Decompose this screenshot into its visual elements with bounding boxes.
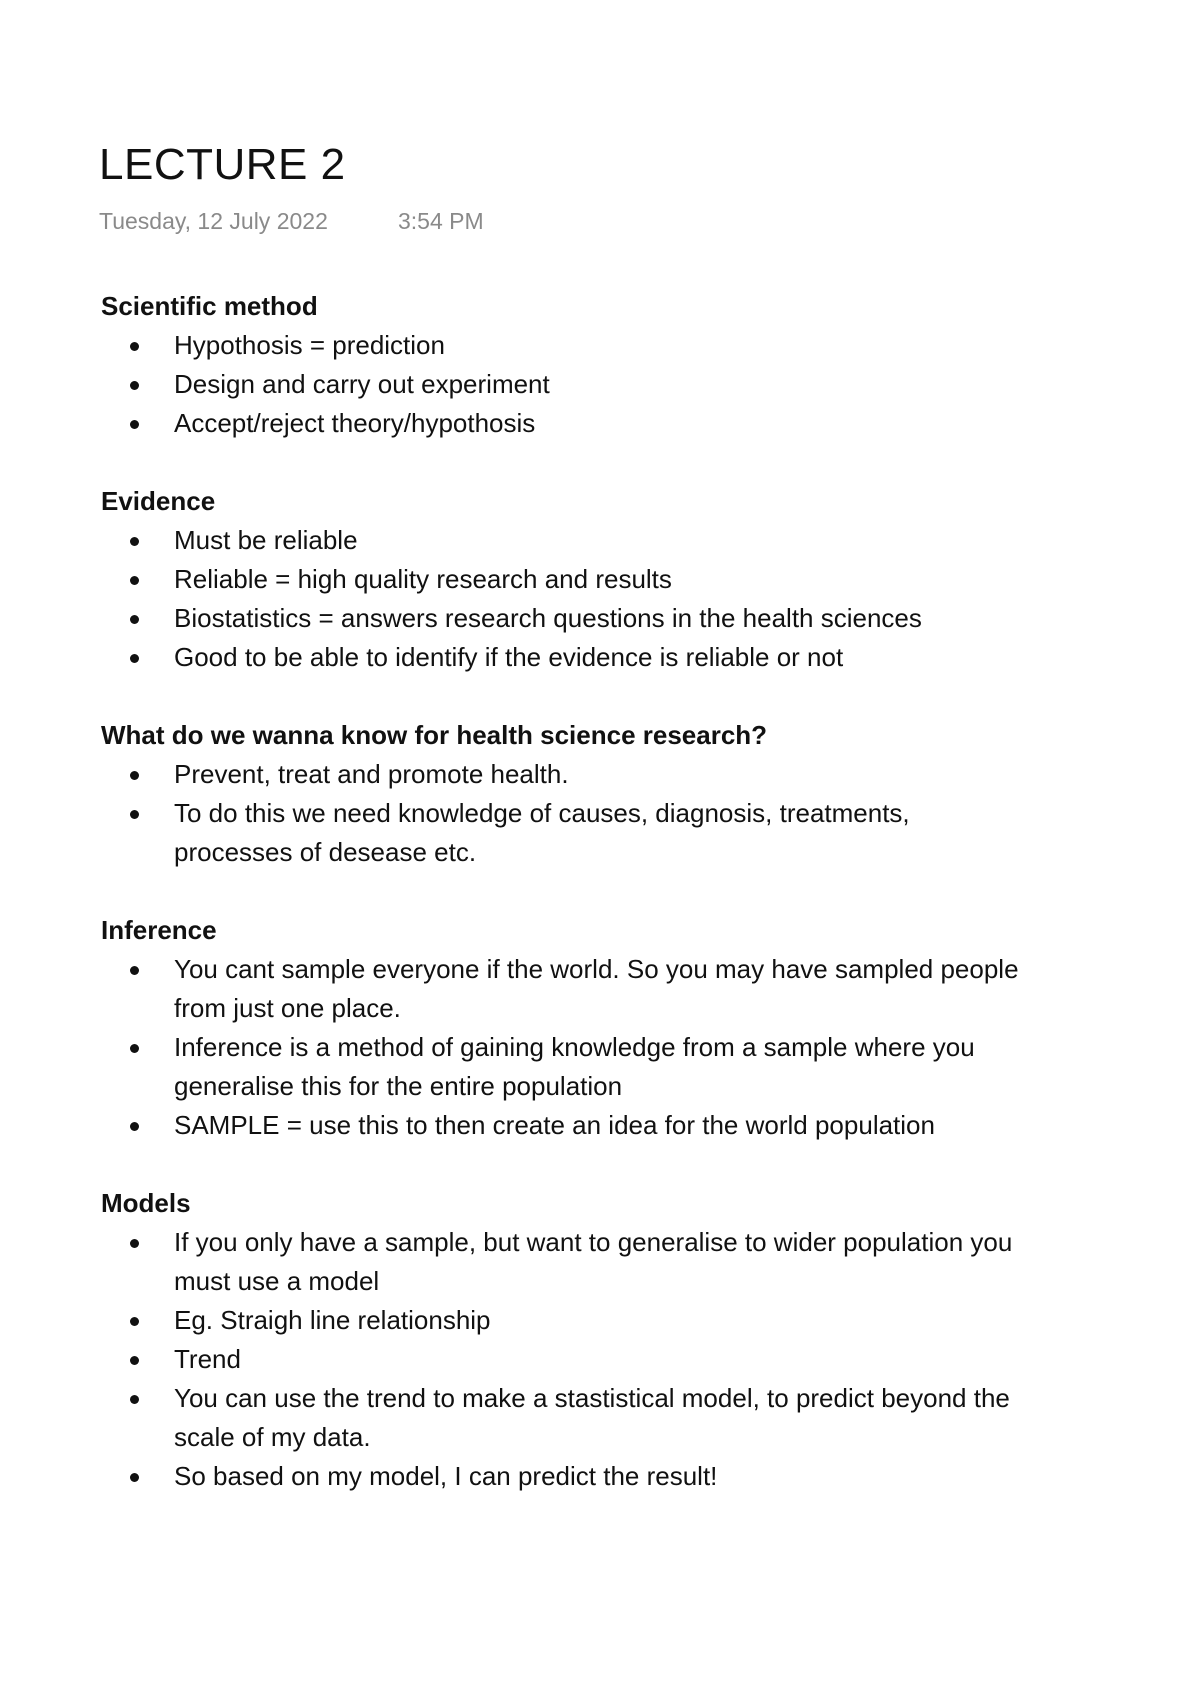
bullet-item bbox=[101, 1379, 1021, 1457]
note-timestamp bbox=[99, 206, 484, 236]
bullet-text: So based on my model, I can predict the result! bbox=[174, 1461, 718, 1491]
bullet-item bbox=[101, 950, 1021, 1028]
section-heading: Evidence bbox=[101, 486, 216, 516]
bullet-dot-icon bbox=[130, 966, 139, 975]
bullet-dot-icon bbox=[130, 1317, 139, 1326]
bullet-text: Trend bbox=[174, 1344, 241, 1374]
section-heading: Models bbox=[101, 1188, 191, 1218]
note-section bbox=[101, 287, 1101, 443]
page-title: LECTURE 2 bbox=[99, 140, 346, 189]
bullet-text: To do this we need knowledge of causes, diagnosis, treatments, processes of desease etc. bbox=[174, 798, 910, 867]
bullet-item bbox=[101, 1340, 1021, 1379]
bullet-text: Must be reliable bbox=[174, 525, 358, 555]
bullet-dot-icon bbox=[130, 1473, 139, 1482]
bullet-dot-icon bbox=[130, 654, 139, 663]
bullet-dot-icon bbox=[130, 420, 139, 429]
bullet-text: Accept/reject theory/hypothosis bbox=[174, 408, 536, 438]
bullet-text: You can use the trend to make a stastistical model, to predict beyond the scale of my data. bbox=[174, 1383, 1010, 1452]
bullet-text: You cant sample everyone if the world. So you may have sampled people from just one place. bbox=[174, 954, 1019, 1023]
bullet-dot-icon bbox=[130, 576, 139, 585]
bullet-dot-icon bbox=[130, 537, 139, 546]
note-date: Tuesday, 12 July 2022 bbox=[99, 208, 328, 234]
bullet-dot-icon bbox=[130, 615, 139, 624]
bullet-list bbox=[101, 950, 1101, 1145]
bullet-item bbox=[101, 638, 1021, 677]
bullet-list bbox=[101, 755, 1101, 872]
bullet-text: Good to be able to identify if the evidence is reliable or not bbox=[174, 642, 844, 672]
bullet-item bbox=[101, 521, 1021, 560]
bullet-item bbox=[101, 1457, 1021, 1496]
bullet-dot-icon bbox=[130, 1395, 139, 1404]
note-section bbox=[101, 716, 1101, 872]
bullet-list bbox=[101, 326, 1101, 443]
bullet-text: Reliable = high quality research and results bbox=[174, 564, 672, 594]
bullet-list bbox=[101, 1223, 1101, 1496]
bullet-text: If you only have a sample, but want to generalise to wider population you must use a model bbox=[174, 1227, 1013, 1296]
bullet-item bbox=[101, 365, 1021, 404]
note-body bbox=[101, 287, 1101, 1535]
bullet-text: Hypothosis = prediction bbox=[174, 330, 445, 360]
bullet-dot-icon bbox=[130, 1044, 139, 1053]
bullet-item bbox=[101, 599, 1021, 638]
section-heading: Inference bbox=[101, 915, 217, 945]
note-section bbox=[101, 911, 1101, 1145]
bullet-dot-icon bbox=[130, 1356, 139, 1365]
bullet-text: Design and carry out experiment bbox=[174, 369, 550, 399]
bullet-text: Prevent, treat and promote health. bbox=[174, 759, 569, 789]
bullet-text: SAMPLE = use this to then create an idea for the world population bbox=[174, 1110, 935, 1140]
bullet-item bbox=[101, 1028, 1021, 1106]
bullet-item bbox=[101, 794, 1021, 872]
bullet-list bbox=[101, 521, 1101, 677]
section-heading: What do we wanna know for health science research? bbox=[101, 720, 768, 750]
note-section bbox=[101, 1184, 1101, 1496]
bullet-item bbox=[101, 755, 1021, 794]
bullet-dot-icon bbox=[130, 1239, 139, 1248]
note-section bbox=[101, 482, 1101, 677]
bullet-item bbox=[101, 1223, 1021, 1301]
note-time: 3:54 PM bbox=[398, 208, 484, 234]
bullet-item bbox=[101, 1301, 1021, 1340]
bullet-item bbox=[101, 560, 1021, 599]
bullet-dot-icon bbox=[130, 1122, 139, 1131]
section-heading: Scientific method bbox=[101, 291, 318, 321]
bullet-item bbox=[101, 404, 1021, 443]
bullet-text: Inference is a method of gaining knowledge from a sample where you generalise this for the entire population bbox=[174, 1032, 975, 1101]
bullet-dot-icon bbox=[130, 810, 139, 819]
bullet-item bbox=[101, 326, 1021, 365]
bullet-text: Eg. Straigh line relationship bbox=[174, 1305, 491, 1335]
bullet-text: Biostatistics = answers research questions in the health sciences bbox=[174, 603, 922, 633]
bullet-dot-icon bbox=[130, 342, 139, 351]
bullet-dot-icon bbox=[130, 381, 139, 390]
bullet-dot-icon bbox=[130, 771, 139, 780]
bullet-item bbox=[101, 1106, 1021, 1145]
